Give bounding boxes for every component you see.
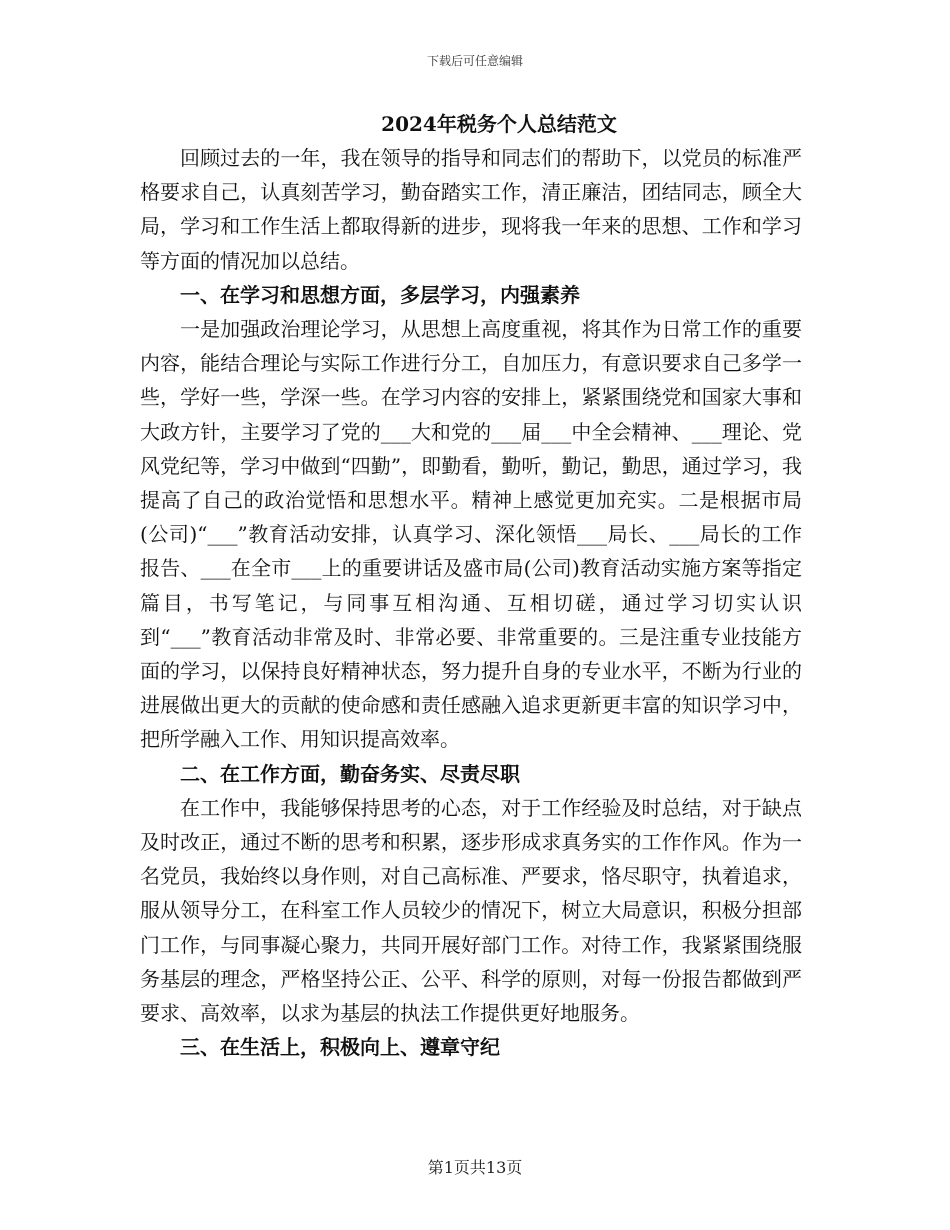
work-paragraph: 在工作中，我能够保持思考的心态，对于工作经验及时总结，对于缺点及时改正，通过不断的思考和积累，逐步形成求真务实的工作作风。作为一名党员，我始终以身作则，对自己高标准、严要求，恪尽职守，执着追求，服从领导分工，在科室工作人员较少的情况下，树立大局意识，积极分担部门工作，与同事凝心聚力，共同开展好部门工作。对待工作，我紧紧围绕服务基层的理念，严格坚持公正、公平、科学的原则，对每一份报告都做到严要求、高效率，以求为基层的执法工作提供更好地服务。 [140,795,802,1026]
document-title: 2024年税务个人总结范文 [381,112,617,136]
study-paragraph: 一是加强政治理论学习，从思想上高度重视，将其作为日常工作的重要内容，能结合理论与实际工作进行分工，自加压力，有意识要求自己多学一些，学好一些，学深一些。在学习内容的安排上，紧紧围绕党和国家大事和大政方针，主要学习了党的___大和党的___届___中全会精神、___理论、党风党纪等，学习中做到“四勤”，即勤看，勤听，勤记，勤思，通过学习，我提高了自己的政治觉悟和思想水平。精神上感觉更加充实。二是根据市局(公司)“___”教育活动安排，认真学习、深化领悟___局长、___局长的工作报告、___在全市___上的重要讲话及盛市局(公司)教育活动实施方案等指定篇目，书写笔记，与同事互相沟通、互相切磋，通过学习切实认识到“___”教育活动非常及时、非常必要、非常重要的。三是注重专业技能方面的学习，以保持良好精神状态，努力提升自身的专业水平，不断为行业的进展做出更大的贡献的使命感和责任感融入追求更新更丰富的知识学习中，把所学融入工作、用知识提高效率。 [140,317,802,752]
document-body [140,141,802,1064]
section-heading-work: 二、在工作方面，勤奋务实、尽责尽职 [180,761,520,786]
header-note: 下载后可任意编辑 [426,54,523,68]
page-number: 第1页共13页 [427,1158,523,1177]
section-heading-study: 一、在学习和思想方面，多层学习，内强素养 [180,282,580,307]
section-heading-life: 三、在生活上，积极向上、遵章守纪 [180,1035,500,1060]
intro-paragraph: 回顾过去的一年，我在领导的指导和同志们的帮助下，以党员的标准严格要求自己，认真刻苦学习，勤奋踏实工作，清正廉洁，团结同志，顾全大局，学习和工作生活上都取得新的进步，现将我一年来的思想、工作和学习等方面的情况加以总结。 [140,146,802,273]
